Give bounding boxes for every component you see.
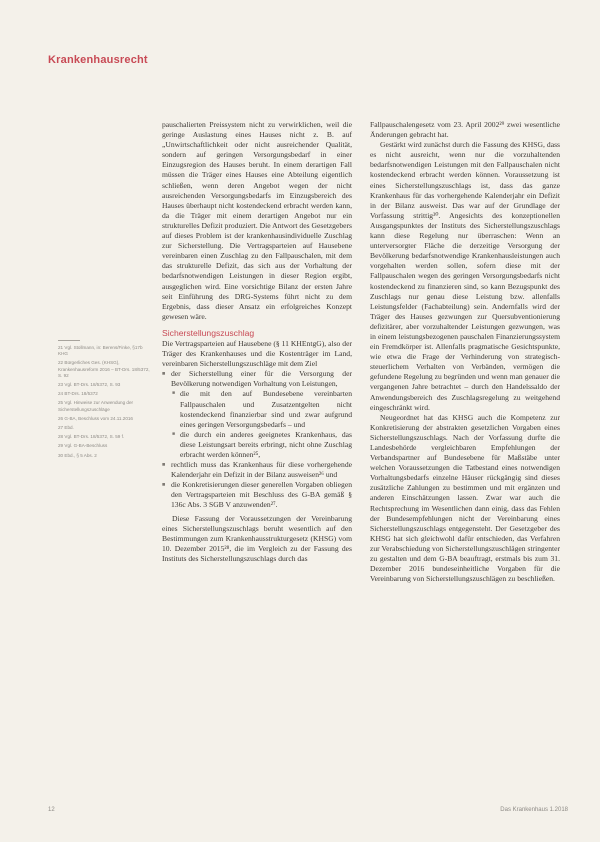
list-item: ■ die Konkretisierungen dieser generellen Vorgaben obliegen den Vertragsparteien mit Beschluss des G-BA gemäß § 136c Abs. 3 SGB V anzuwenden²⁷.	[171, 480, 352, 510]
paragraph: Fallpauschalengesetz vom 23. April 2002²⁹ zwei wesentliche Änderungen gebracht hat.	[370, 120, 560, 140]
sidenote: 26 G-BA, Beschluss vom 24.11.2016	[58, 415, 133, 421]
sub-bullet-list	[171, 389, 352, 460]
page-number: 12	[48, 807, 55, 813]
text-column-left	[162, 120, 352, 564]
sidenote-rule	[58, 340, 80, 341]
sidenote: 23 Vgl. BT-Drs. 18/5372, S. 93	[58, 382, 121, 388]
sidenotes	[58, 340, 150, 462]
list-item: ■ rechtlich muss das Krankenhaus für diese vorhergehende Kalenderjahr ein Defizit in der Bilanz ausweisen²⁶ und	[171, 460, 352, 480]
list-item: ■ die mit den auf Bundesebene vereinbarten Fallpauschalen und Zusatzentgelten nicht kostendeckend finanzierbar sind und zwar aufgrund eines geringen Versorgungsbedarfs – und	[180, 389, 352, 429]
section-title: Krankenhausrecht	[48, 54, 148, 66]
sidenote: 25 Vgl. Hinweise zur Anwendung der Sicherstellungszuschläge	[58, 400, 134, 412]
sidenote: 29 Vgl. G-BA-Beschluss	[58, 443, 108, 449]
paragraph: Gestärkt wird zunächst durch die Fassung des KHSG, dass es nicht ausreicht, wenn nur die vorzuhaltenden bedarfsnotwendigen Leistungen mit den Fallpauschalen nicht kostendeckend erbracht werden können. Voraussetzung ist eines Sicherstellungszuschlags ist, dass das ganze Krankenhaus für das vorhergehende Kalenderjahr ein Defizit in der Bilanz ausweist. Das war auf der Grundlage der Vorfassung strittig³⁰. Angesichts des konzeptionellen Ausgangspunktes der Instituts des Sicherstellungszuschlags kann diese Regelung nur überraschen: Wenn an unterversorgter Fläche die derzeitige Versorgung der Bevölkerung bedarfsnotwendige Krankenhausleistungen auch vorgehalten werden sollen, sofern diese mit der Fallpauschalen wegen des geringen Versorgungsbedarfs nicht kostendeckend zu finanzieren sind, so kann Bezugspunkt des Zuschlags nur genau diese Leistung bzw. allenfalls Leistungsfelder (Fachabteilung) sein. Andernfalls wird der Träger des Hauses gezwungen zur Quersubventionierung defizitärer, aber vorzuhaltender Leistungen gezwungen, was in einem leistungsbezogenen pauschalen Finanzierungssystem ein Fremdkörper ist. Allenfalls pragmatische Gesichtspunkte, wie etwa die Frage der Verhinderung von strategisch-steuerlichem Verhalten von Verbänden, vermögen die gefundene Regelung zu begründen und wenn man genauer die vergangenen Jahre betrachtet – durch den Handelssaldo der Anwendungsbereich des Zuschlagsregelung zu weitgehend eingeschränkt wird.	[370, 140, 560, 412]
subheading: Sicherstellungszuschlag	[162, 327, 255, 338]
bullet-list	[162, 369, 352, 510]
list-item	[171, 369, 352, 460]
paragraph: Die Vertragsparteien auf Hausebene (§ 11 KHEntgG), also der Träger des Krankenhauses und die Kostenträger im Land, vereinbaren Sicherstellungszuschläge mit dem Ziel	[162, 338, 352, 369]
sidenote: 28 Vgl. BT-Drs. 18/5372, S. 59 f.	[58, 434, 125, 440]
list-item-text: der Sicherstellung einer für die Versorgung der Bevölkerung notwendigen Vorhaltung von Leistungen,	[171, 369, 352, 389]
paragraph: Diese Fassung der Voraussetzungen der Vereinbarung eines Sicherstellungszuschlags beruht wesentlich auf den Bestimmungen zum Krankenhausstrukturgesetz (KHSG) vom 10. Dezember 2015²⁸, die im Vergleich zu der Fassung des Instituts des Sicherstellungszuschlags durch das	[162, 513, 352, 563]
sidenote: 30 Ebd., § 5 Abs. 2	[58, 452, 97, 458]
sidenote: 22 Bürgerliches Ges. (KHSG), Krankenhausreform 2016 – BT-Drs. 18/5372, S. 92	[58, 360, 150, 378]
paragraph: pauschalierten Preissystem nicht zu verwirklichen, weil die geringe Auslastung eines Hauses nicht z. B. auf „Unwirtschaftlichkeit oder nicht ausreichender Qualität, sondern auf geringen Versorgungsbedarf in einer Einzugsregion des Hauses beruht. In einem derartigen Fall müssen die Träger eines Hauses eine Abteilung eigentlich schließen, wenn deren Angebot wegen der nicht ausreichenden Versorgungsbedarfs im Einzugsbereich des Hauses überhaupt nicht kostendeckend erbracht werden kann, da die Träger mit einem derartigen Angebot nur ein strukturelles Defizit produziert. Die Antwort des Gesetzgebers auf dieses Problem ist der krankenhausindividuelle Zuschlag zur Sicherstellung. Die Vertragsparteien auf Hausebene vereinbaren einen Zuschlag zu den Fallpauschalen, mit dem das strukturelle Defizit, das sich aus der Vorhaltung der bedarfsnotwendigen Leistungen in dieser Region ergibt, ausgeglichen wird. Eine vorsichtige Bilanz der ersten Jahre seit Einführung des DRG-Systems führt nicht zu dem Ergebnis, dass dieser Ansatz ein erfolgreiches Konzept gewesen wäre.	[162, 120, 352, 321]
paragraph: Neugeordnet hat das KHSG auch die Kompetenz zur Konkretisierung der abstrakten gesetzlichen Vorgaben eines Sicherstellungszuschlags. Nach der Vorfassung durfte die Landesbehörde vergleichbaren Empfehlungen der Verbandspartner auf Bundesebene für Maßstäbe unter welchen Voraussetzungen die Tatbestand eines notwendigen Vorhaltungsbedarfs einzelne Häuser rückgängig sind dieses zusätzliche Zahlungen zu bestimmen und mit ergänzen und anderen Einschätzungen lassen. Zwar war auch die Rechtsprechung im Wesentlichen dann einig, dass das Fehlen der Bundesempfehlungen nicht der Vereinbarung eines Sicherstellungszuschlags entgegensteht. Der Gesetzgeber des KHSG hat sich gleichwohl dafür entschieden, das Verfahren zur Verabschiedung von Sicherstellungszuschlägen stringenter zu gestalten und dem G-BA beauftragt, erstmals bis zum 31. Dezember 2016 bundeseinheitliche Vorgaben für die Vereinbarung von Sicherstellungszuschlägen zu beschließen.	[370, 412, 560, 584]
text-column-right	[370, 120, 560, 584]
list-item: ■ die durch ein anderes geeignetes Krankenhaus, das diese Leistungsart bereits erbringt, nicht ohne Zuschlag erbracht werden können²⁵,	[180, 430, 352, 460]
sidenote: 24 BT-Drs. 18/5372	[58, 391, 98, 397]
sidenote: 21 Vgl. Stollmann, in: Berens/Finke, §17b KHG	[58, 345, 143, 357]
journal-reference: Das Krankenhaus 1.2018	[500, 807, 568, 813]
sidenote: 27 Ebd.	[58, 425, 74, 431]
